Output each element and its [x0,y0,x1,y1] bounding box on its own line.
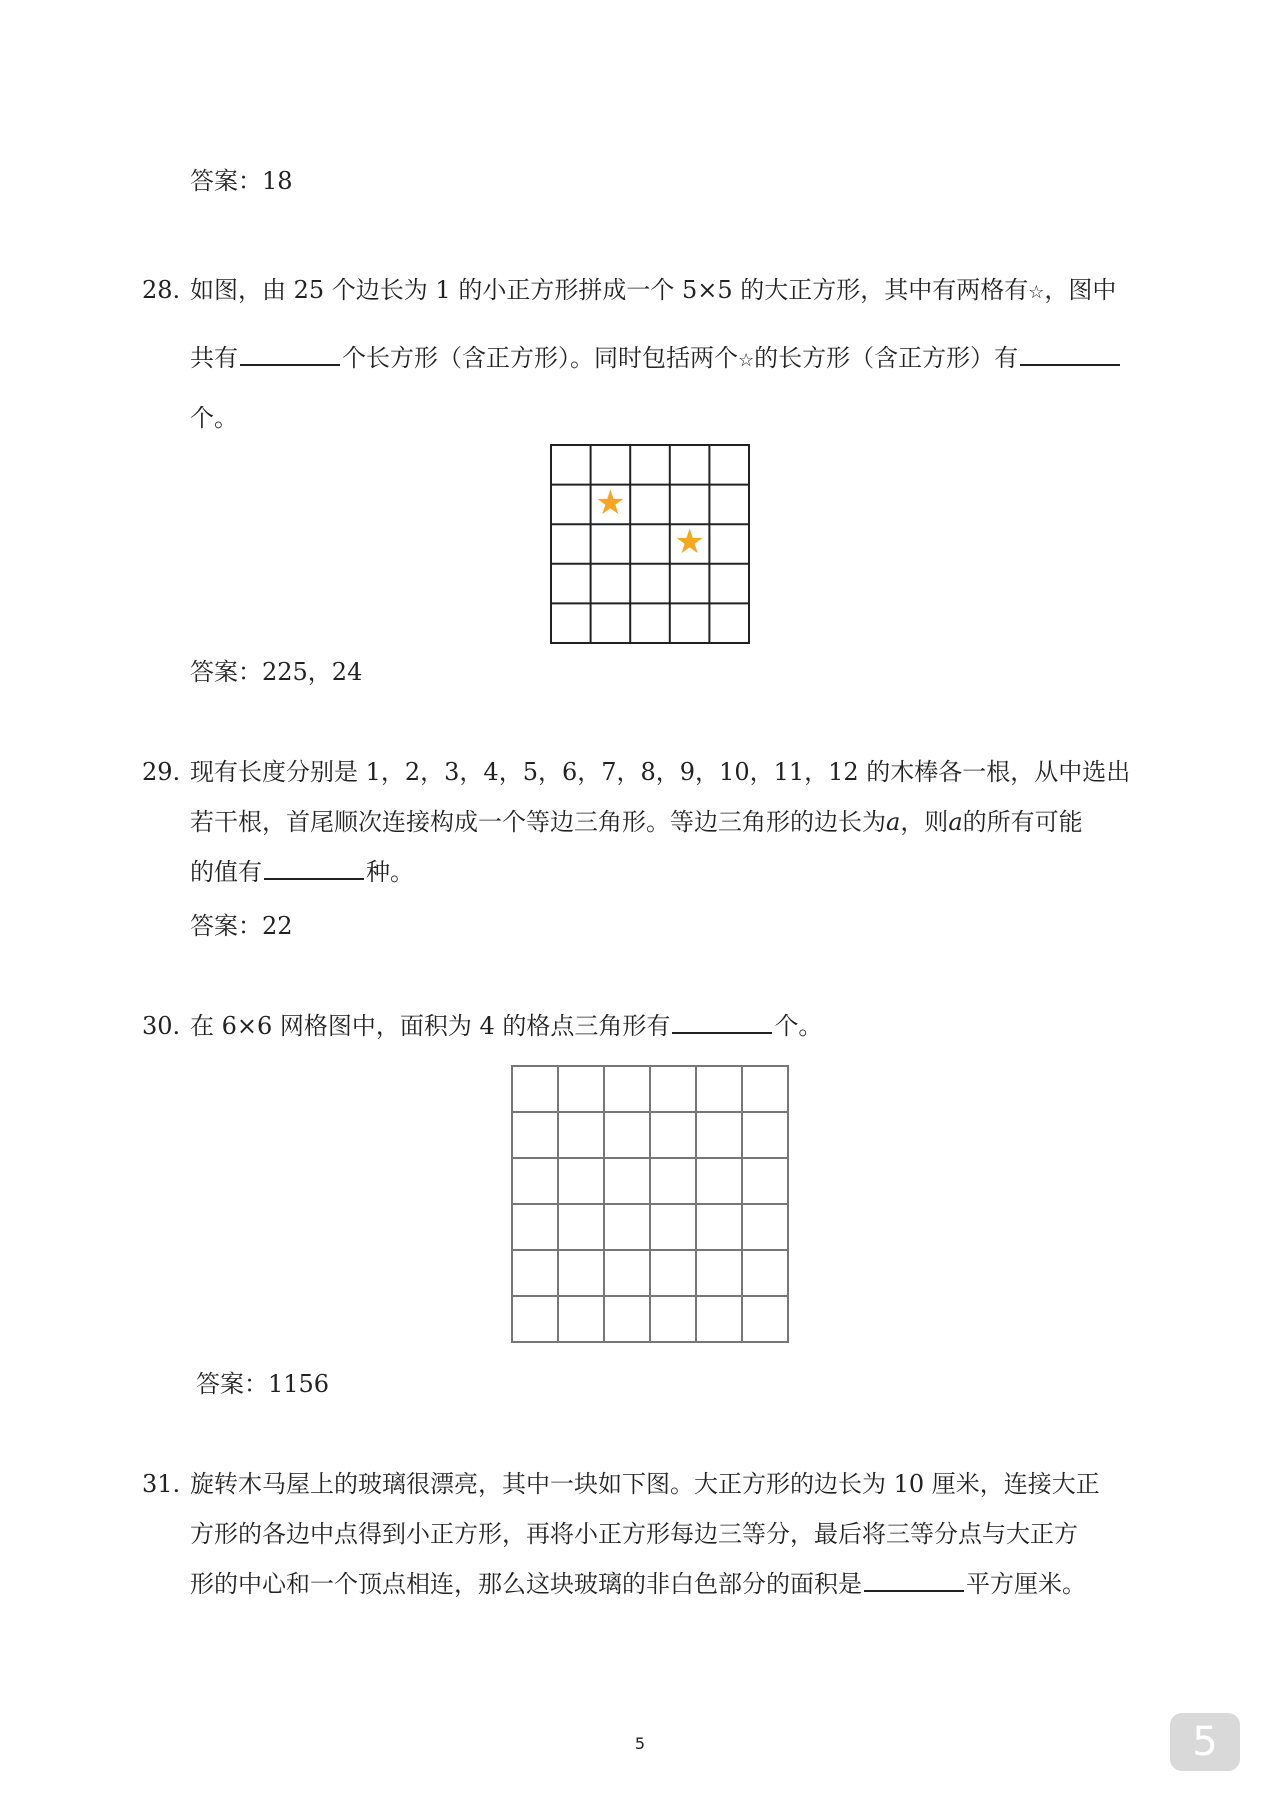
q28-line2-b: 个长方形（含正方形）。同时包括两个 [342,344,738,372]
q28-line1-text: 如图，由 25 个边长为 1 的小正方形拼成一个 5×5 的大正方形，其中有两格有 [190,276,1029,304]
variable-a: a [886,808,901,836]
q28-line2-a: 共有 [190,344,238,372]
q30-number: 30. [142,1012,181,1040]
variable-a: a [948,808,963,836]
q29-line2 [190,806,1083,838]
q31-line2: 方形的各边中点得到小正方形，再将小正方形每边三等分，最后将三等分点与大正方 [190,1520,1078,1548]
q30-line1-b: 个。 [774,1012,823,1040]
answer-blank[interactable] [864,1568,964,1592]
q30-line1-a: 在 6×6 网格图中，面积为 4 的格点三角形有 [190,1012,671,1040]
answer-blank[interactable] [264,856,364,880]
q29-line3-b: 种。 [366,858,414,886]
q29-number: 29. [142,758,181,786]
q28-number: 28. [142,276,181,304]
q29-line3-a: 的值有 [190,858,262,886]
grid-5x5-figure [550,444,750,644]
grid-6x6-figure [511,1065,789,1343]
q30-answer: 答案：1156 [196,1370,330,1398]
answer-blank[interactable] [240,342,340,366]
star-outline-icon: ☆ [1028,282,1045,303]
q29-line1: 现有长度分别是 1，2，3，4，5，6，7，8，9，10，11，12 的木棒各一根，从中选出 [190,758,1131,786]
q31-line3-b: 平方厘米。 [966,1570,1086,1598]
q31-line3 [190,1568,1086,1600]
q29-line3 [190,856,414,888]
q28-line1-end: ，图中 [1044,276,1117,304]
q28-answer: 答案：225，24 [190,658,363,686]
q29-line2-c: 的所有可能 [962,808,1083,836]
answer-27: 答案：18 [190,167,293,195]
q31-line1: 旋转木马屋上的玻璃很漂亮，其中一块如下图。大正方形的边长为 10 厘米，连接大正 [190,1470,1100,1498]
q29-line2-a: 若干根，首尾顺次连接构成一个等边三角形。等边三角形的边长为 [190,808,886,836]
q31-line3-a: 形的中心和一个顶点相连，那么这块玻璃的非白色部分的面积是 [190,1570,862,1598]
answer-blank[interactable] [672,1010,772,1034]
q29-line2-b: ，则 [900,808,949,836]
q29-answer: 答案：22 [190,912,293,940]
q30-line1 [190,1010,822,1042]
answer-blank[interactable] [1020,342,1120,366]
star-icon: ★ [595,483,626,523]
q31-number: 31. [142,1470,181,1498]
page-number: 5 [634,1734,646,1753]
star-icon: ★ [674,522,705,562]
q28-line3: 个。 [190,404,238,432]
q28-line1 [190,274,1116,309]
star-outline-icon: ☆ [738,350,755,371]
page-badge[interactable]: 5 [1170,1713,1240,1771]
q28-line2-c: 的长方形（含正方形）有 [754,344,1019,372]
q28-line2 [190,342,1122,377]
